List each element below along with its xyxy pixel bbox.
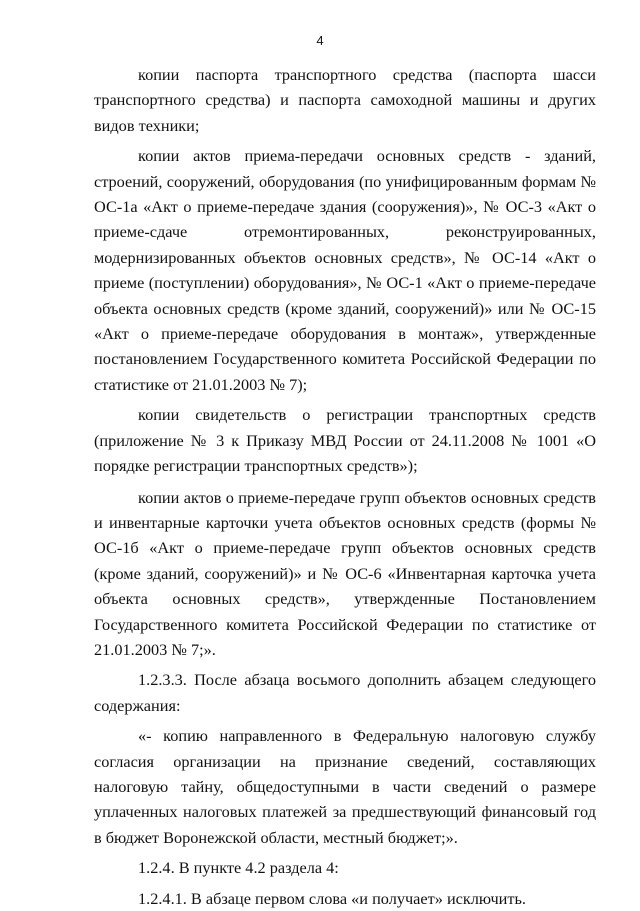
document-body bbox=[94, 62, 596, 911]
paragraph-asset-group-acts: копии актов о приеме-передаче групп объектов основных средств и инвентарные карточки учета объектов основных средств (формы № ОС-1б «Акт о приеме-передаче групп объектов основных средств (кроме зданий, сооружений)» и № ОС-6 «Инвентарная карточка учета объекта основных средств», утвержденные Постановлением Государственного комитета Российской Федерации по статистике от 21.01.2003 № 7;». bbox=[94, 487, 596, 659]
paragraph-item-1-2-4-1: 1.2.4.1. В абзаце первом слова «и получает» исключить. bbox=[138, 888, 526, 908]
paragraph-item-1-2-4: 1.2.4. В пункте 4.2 раздела 4: bbox=[138, 858, 339, 878]
paragraph-vehicle-passport-copies: копии паспорта транспортного средства (паспорта шасси транспортного средства) и паспорта самоходной машины и других видов техники; bbox=[94, 65, 596, 135]
paragraph-tax-consent-copy: «- копию направленного в Федеральную налоговую службу согласия организации на признание сведений, составляющих налоговую тайну, общедоступными в части сведений о размере уплаченных налоговых платежей за предшествующий финансовый год в бюджет Воронежской области, местный бюджет;». bbox=[94, 726, 596, 847]
paragraph-fixed-assets-acts: копии актов приема-передачи основных средств - зданий, строений, сооружений, оборудования (по унифицированным формам № ОС-1а «Акт о приеме-передаче здания (сооружения)», № ОС-3 «Акт о приеме-сдаче отремонтированных, реконструированных, модернизированных объектов основных средств», № ОС-14 «Акт о приеме (поступлении) оборудования», № ОС-1 «Акт о приеме-передаче объекта основных средств (кроме зданий, сооружений)» или № ОС-15 «Акт о приеме-передаче оборудования в монтаж», утвержденные постановлением Государственного комитета Российской Федерации по статистике от 21.01.2003 № 7); bbox=[94, 146, 596, 394]
page-number: 4 bbox=[316, 33, 324, 48]
paragraph-vehicle-registration: копии свидетельств о регистрации транспортных средств (приложение № 3 к Приказу МВД России от 24.11.2008 № 1001 «О порядке регистрации транспортных средств»); bbox=[94, 405, 596, 476]
paragraph-item-1-2-3-3: 1.2.3.3. После абзаца восьмого дополнить абзацем следующего содержания: bbox=[94, 670, 596, 715]
